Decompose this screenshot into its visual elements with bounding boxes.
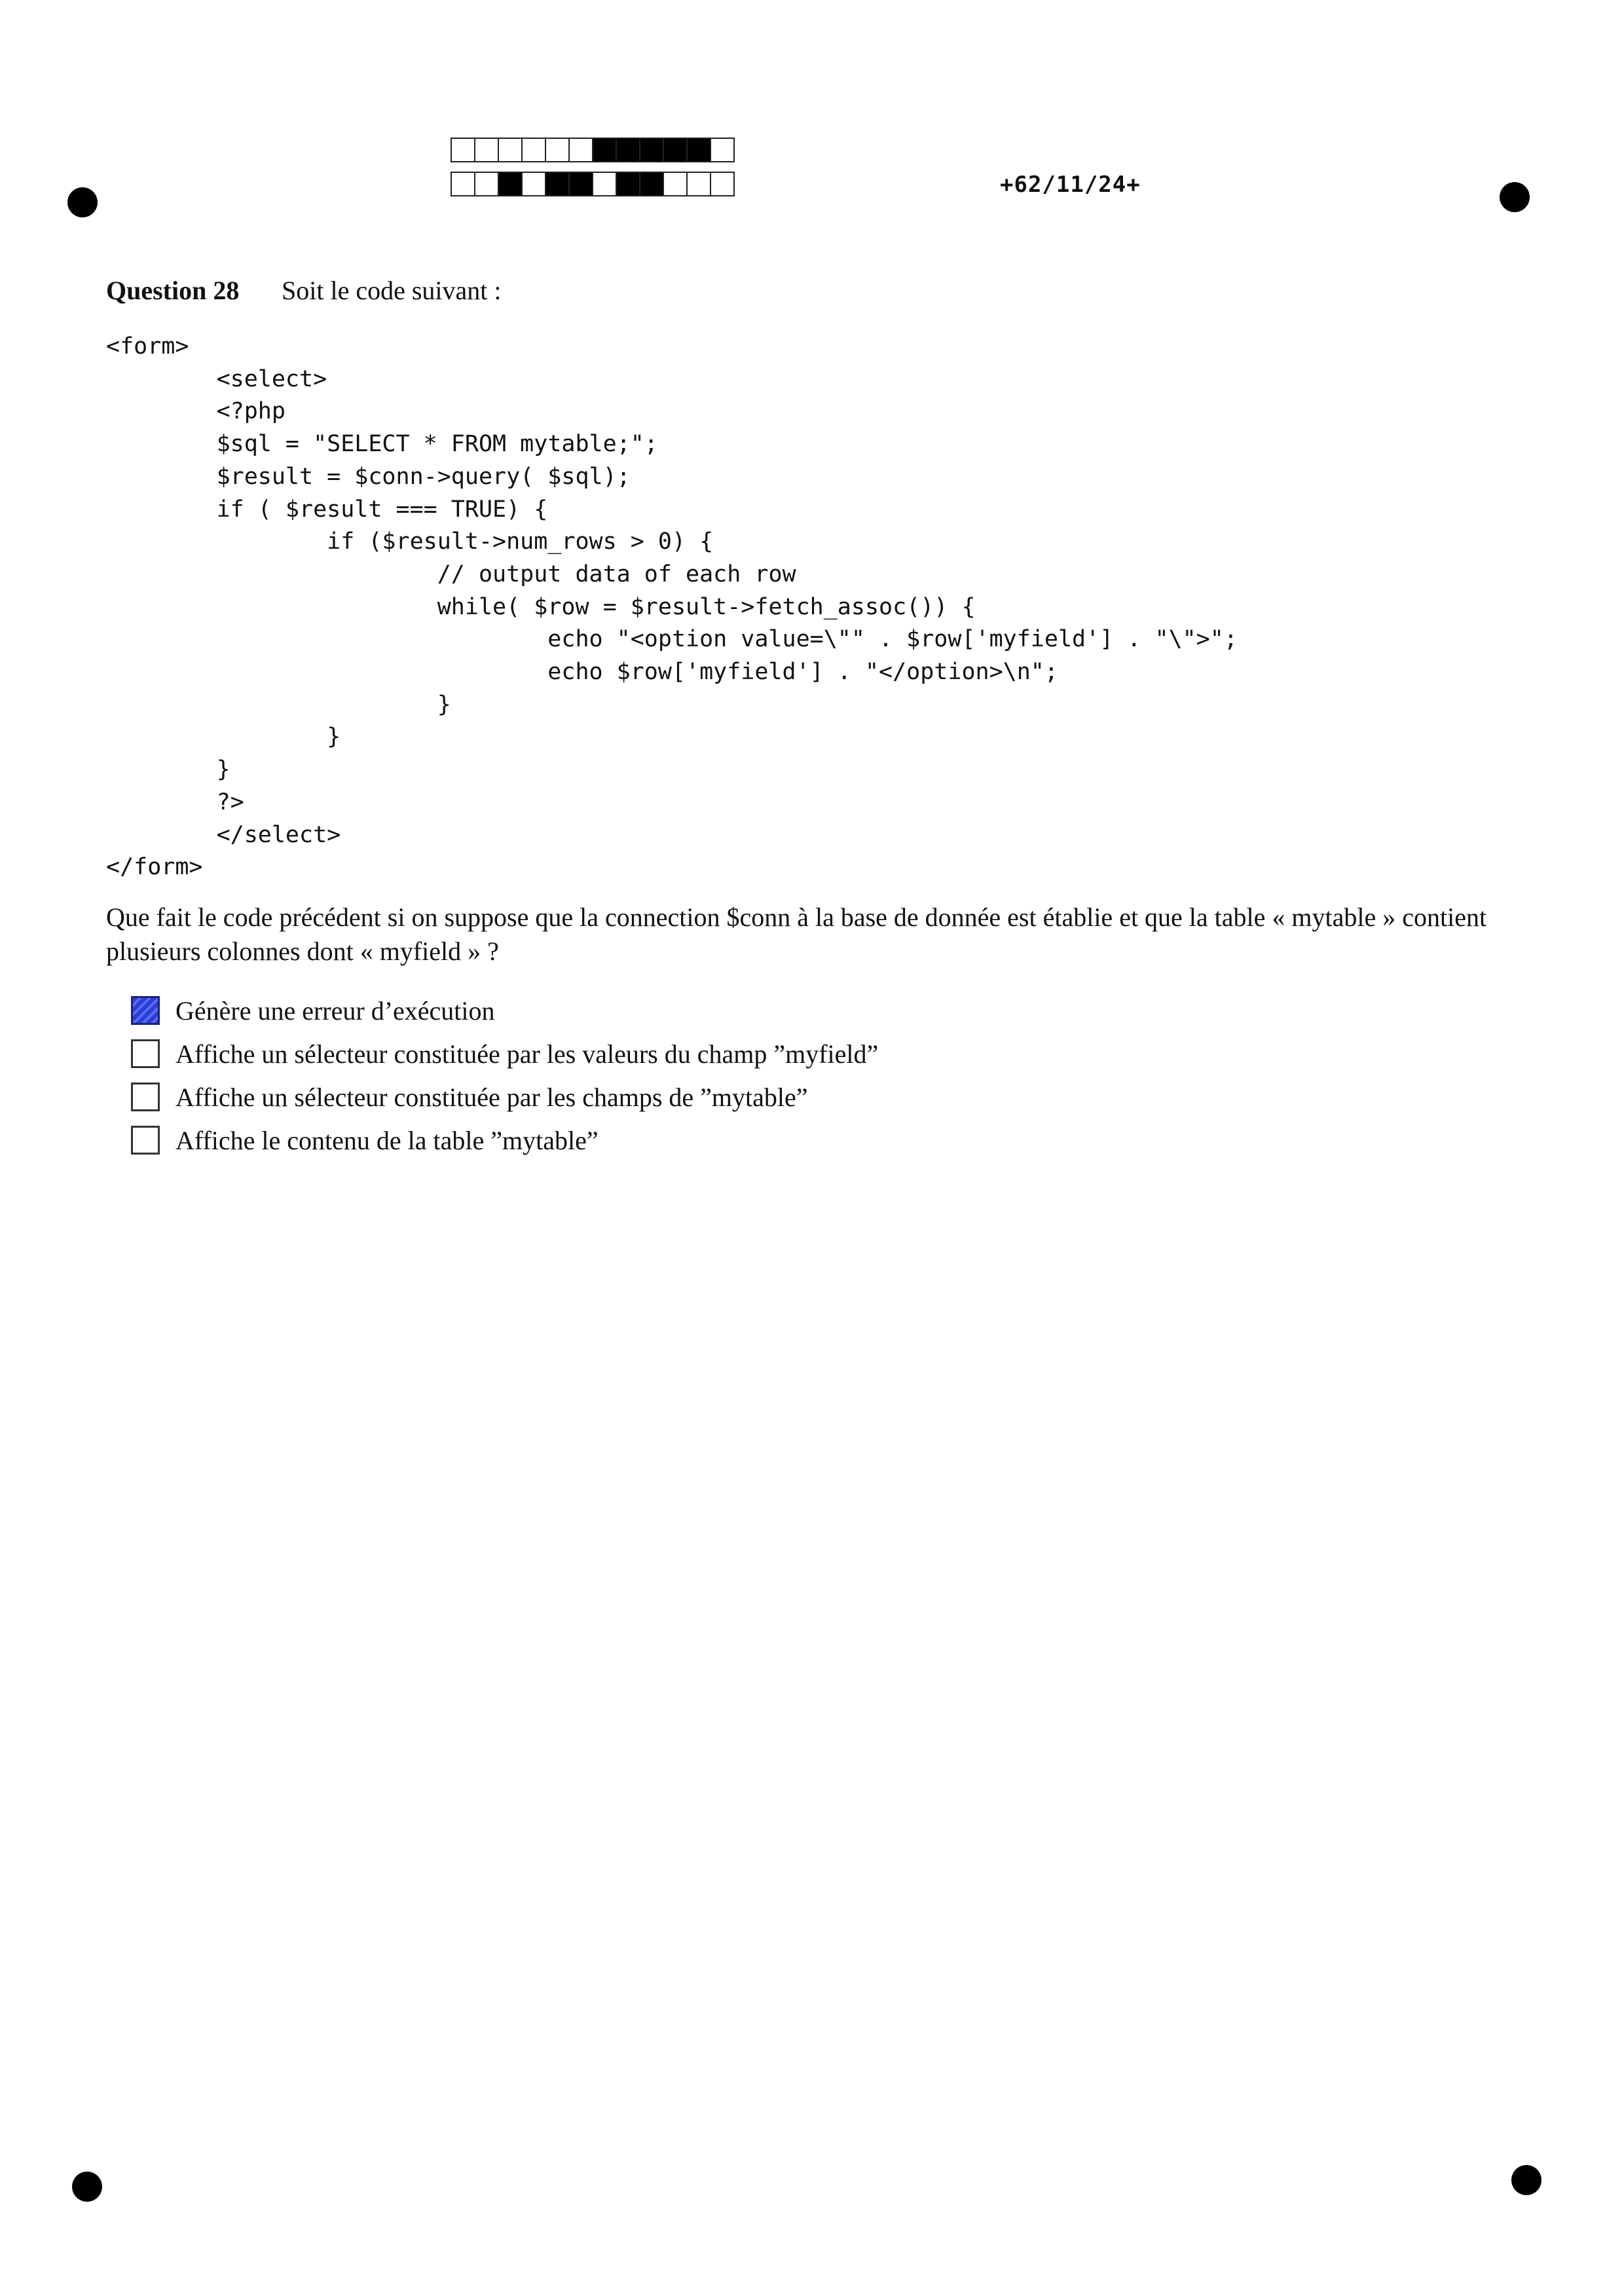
answer-option[interactable] <box>131 989 878 1032</box>
question-header <box>106 275 502 306</box>
barcode-cell <box>546 172 570 196</box>
question-text: Que fait le code précédent si on suppose que la connection $conn à la base de donnée est établie et que la table « mytable » contient plusieurs colonnes dont « myfield » ? <box>106 902 1487 966</box>
barcode-cell <box>688 138 711 162</box>
checkbox[interactable] <box>131 996 160 1025</box>
registration-mark-bottom-right <box>1511 2165 1541 2195</box>
checkbox[interactable] <box>131 1083 160 1111</box>
checkbox[interactable] <box>131 1039 160 1068</box>
barcode-cell <box>499 138 523 162</box>
barcode-cell <box>593 138 617 162</box>
barcode-cell <box>617 172 640 196</box>
barcode-cell <box>711 138 735 162</box>
registration-mark-bottom-left <box>72 2172 102 2202</box>
barcode-cell <box>664 138 688 162</box>
barcode-cell <box>593 172 617 196</box>
answer-option[interactable] <box>131 1119 878 1162</box>
page-code: +62/11/24+ <box>1000 172 1141 198</box>
registration-mark-top-left <box>67 187 98 217</box>
answer-label: Affiche un sélecteur constituée par les valeurs du champ ”myfield” <box>175 1039 879 1069</box>
barcode-cell <box>475 138 499 162</box>
barcode-cell <box>664 172 688 196</box>
barcode-row-bottom <box>451 172 735 196</box>
barcode-cell <box>523 138 546 162</box>
answer-label: Affiche le contenu de la table ”mytable” <box>175 1125 599 1155</box>
barcode-cell <box>451 172 475 196</box>
checkbox[interactable] <box>131 1126 160 1155</box>
code-block: <form> <select> <?php $sql = "SELECT * FROM mytable;"; $result = $conn->query( $sql); if ( $result === TRUE) { if ($result->num_rows > 0) { // output data of each row while( $row = $result->fetch_assoc()) { echo "<option value=\"" . $row['myfield'] . "\">"; echo $row['myfield'] . "</option>\n"; } } } ?> </select> </form> <box>106 333 1238 881</box>
answer-label: Génère une erreur d’exécution <box>175 995 495 1026</box>
barcode-cell <box>688 172 711 196</box>
barcode-cell <box>546 138 570 162</box>
barcode-cell <box>523 172 546 196</box>
barcode-cell <box>570 138 593 162</box>
question-number: Question 28 <box>106 276 240 305</box>
question-intro: Soit le code suivant : <box>282 276 502 305</box>
answer-list <box>131 989 878 1162</box>
barcode-cell <box>451 138 475 162</box>
barcode-cell <box>711 172 735 196</box>
barcode-cell <box>499 172 523 196</box>
barcode-cell <box>640 138 664 162</box>
registration-mark-top-right <box>1500 182 1530 212</box>
barcode-cell <box>475 172 499 196</box>
barcode-cell <box>570 172 593 196</box>
barcode-row-top <box>451 138 735 162</box>
barcode-cell <box>640 172 664 196</box>
answer-option[interactable] <box>131 1032 878 1075</box>
barcode-cell <box>617 138 640 162</box>
answer-label: Affiche un sélecteur constituée par les champs de ”mytable” <box>175 1082 808 1112</box>
answer-option[interactable] <box>131 1075 878 1119</box>
